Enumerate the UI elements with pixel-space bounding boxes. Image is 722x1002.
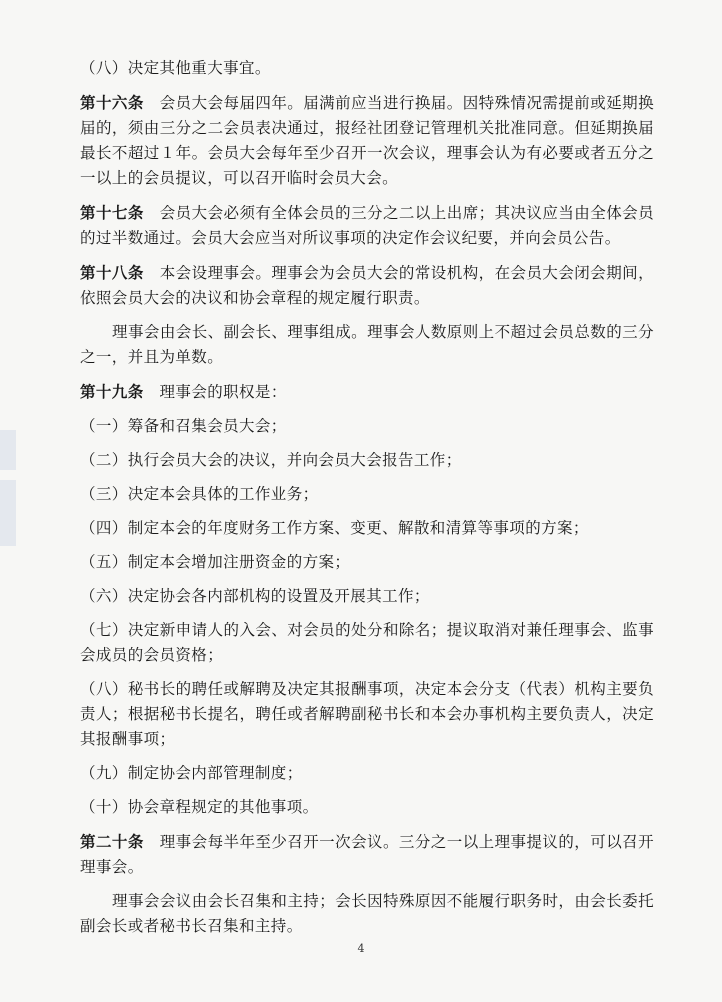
article-paragraph xyxy=(80,379,654,405)
paragraph xyxy=(80,56,654,81)
scan-edge-mark xyxy=(0,430,16,470)
paragraph xyxy=(80,761,654,786)
paragraph-text: （二）执行会员大会的决议，并向会员大会报告工作； xyxy=(80,451,462,469)
paragraph xyxy=(80,482,654,507)
paragraph xyxy=(80,516,654,541)
paragraph-text: （六）决定协会各内部机构的设置及开展其工作； xyxy=(80,587,430,605)
paragraph-text: （八）秘书长的聘任或解聘及决定其报酬事项，决定本会分支（代表）机构主要负责人；根据秘书长提名，聘任或者解聘副秘书长和本会办事机构主要负责人，决定其报酬事项； xyxy=(80,680,654,748)
scan-edge-mark xyxy=(0,480,16,520)
paragraph-text: 会员大会必须有全体会员的三分之二以上出席；其决议应当由全体会员的过半数通过。会员大会应当对所议事项的决定作会议纪要，并向会员公告。 xyxy=(80,204,654,247)
article-paragraph xyxy=(80,829,654,880)
paragraph xyxy=(80,448,654,473)
page-number: 4 xyxy=(357,942,365,955)
article-paragraph xyxy=(80,260,654,311)
scan-edge-mark xyxy=(0,520,16,546)
paragraph-text: （四）制定本会的年度财务工作方案、变更、解散和清算等事项的方案； xyxy=(80,519,589,537)
paragraph xyxy=(80,550,654,575)
paragraph-text: （八）决定其他重大事宜。 xyxy=(80,59,271,77)
paragraph-text: 理事会的职权是： xyxy=(159,383,287,401)
paragraph-text: 理事会由会长、副会长、理事组成。理事会人数原则上不超过会员总数的三分之一，并且为单数。 xyxy=(80,323,654,366)
paragraph-text: 理事会会议由会长召集和主持；会长因特殊原因不能履行职务时，由会长委托副会长或者秘书长召集和主持。 xyxy=(80,892,654,935)
paragraph xyxy=(80,618,654,668)
article-heading: 第十八条 xyxy=(80,263,144,282)
paragraph-text: （三）决定本会具体的工作业务； xyxy=(80,485,319,503)
paragraph-text: （五）制定本会增加注册资金的方案； xyxy=(80,553,351,571)
paragraph xyxy=(80,414,654,439)
article-heading: 第十九条 xyxy=(80,382,144,401)
article-paragraph xyxy=(80,200,654,251)
paragraph-text: 会员大会每届四年。届满前应当进行换届。因特殊情况需提前或延期换届的，须由三分之二会员表决通过，报经社团登记管理机关批准同意。但延期换届最长不超过１年。会员大会每年至少召开一次会议，理事会认为有必要或者五分之一以上的会员提议，可以召开临时会员大会。 xyxy=(80,94,654,187)
paragraph xyxy=(80,584,654,609)
paragraph-text: （一）筹备和召集会员大会； xyxy=(80,417,287,435)
article-heading: 第十七条 xyxy=(80,203,144,222)
article-heading: 第二十条 xyxy=(80,832,144,851)
paragraph xyxy=(80,889,654,939)
paragraph xyxy=(80,677,654,752)
article-heading: 第十六条 xyxy=(80,93,144,112)
paragraph-text: 本会设理事会。理事会为会员大会的常设机构，在会员大会闭会期间，依照会员大会的决议和协会章程的规定履行职责。 xyxy=(80,264,654,307)
paragraph-text: （七）决定新申请人的入会、对会员的处分和除名；提议取消对兼任理事会、监事会成员的会员资格； xyxy=(80,621,654,664)
paragraph xyxy=(80,320,654,370)
paragraph-text: （九）制定协会内部管理制度； xyxy=(80,764,303,782)
document-body xyxy=(80,56,654,948)
paragraph-text: 理事会每半年至少召开一次会议。三分之一以上理事提议的，可以召开理事会。 xyxy=(80,833,654,876)
paragraph xyxy=(80,795,654,820)
paragraph-text: （十）协会章程规定的其他事项。 xyxy=(80,798,319,816)
article-paragraph xyxy=(80,90,654,191)
